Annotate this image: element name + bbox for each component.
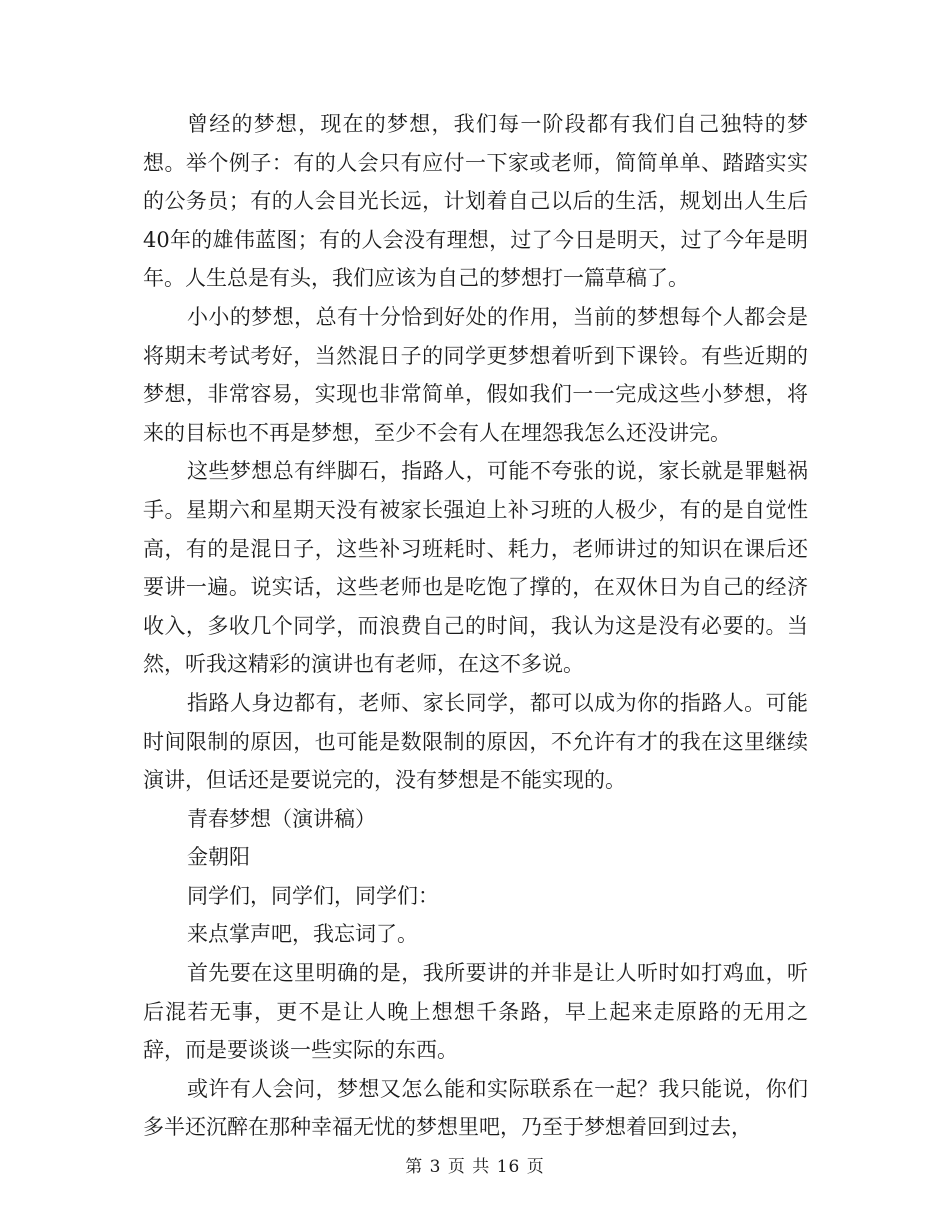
paragraph-4: 指路人身边都有，老师、家长同学，都可以成为你的指路人。可能时间限制的原因，也可能是数限制的原因，不允许有才的我在这里继续演讲，但话还是要说完的，没有梦想是不能实现的。 <box>143 690 808 793</box>
paragraph-1: 曾经的梦想，现在的梦想，我们每一阶段都有我们自己独特的梦想。举个例子：有的人会只有应付一下家或老师，简简单单、踏踏实实的公务员；有的人会目光长远，计划着自己以后的生活，规划出人生后40年的雄伟蓝图；有的人会没有理想，过了今日是明天，过了今年是明年。人生总是有头，我们应该为自己的梦想打一篇草稿了。 <box>143 112 808 291</box>
body-text <box>143 105 808 1147</box>
paragraph-opening: 来点掌声吧，我忘词了。 <box>187 922 418 947</box>
footer-total-pages: 16 <box>496 1157 521 1177</box>
speech-title: 青春梦想（演讲稿） <box>187 806 376 831</box>
paragraph-5: 首先要在这里明确的是，我所要讲的并非是让人听时如打鸡血，听后混若无事，更不是让人晚上想想千条路，早上起来走原路的无用之辞，而是要谈谈一些实际的东西。 <box>143 961 808 1063</box>
footer-page-number: 3 <box>429 1157 442 1177</box>
paragraph-2: 小小的梦想，总有十分恰到好处的作用，当前的梦想每个人都会是将期末考试考好，当然混日子的同学更梦想着听到下课铃。有些近期的梦想，非常容易，实现也非常简单，假如我们一一完成这些小梦想，将来的目标也不再是梦想，至少不会有人在埋怨我怎么还没讲完。 <box>143 304 808 445</box>
page-footer <box>0 1152 950 1177</box>
speech-author: 金朝阳 <box>187 845 250 870</box>
footer-suffix: 页 <box>526 1157 545 1177</box>
footer-prefix: 第 <box>405 1157 424 1177</box>
paragraph-3: 这些梦想总有绊脚石，指路人，可能不夸张的说，家长就是罪魁祸手。星期六和星期天没有被家长强迫上补习班的人极少，有的是自觉性高，有的是混日子，这些补习班耗时、耗力，老师讲过的知识在课后还要讲一遍。说实话，这些老师也是吃饱了撑的，在双休日为自己的经济收入，多收几个同学，而浪费自己的时间，我认为这是没有必要的。当然，听我这精彩的演讲也有老师，在这不多说。 <box>143 459 808 677</box>
footer-middle: 页 共 <box>447 1157 491 1177</box>
paragraph-6: 或许有人会问，梦想又怎么能和实际联系在一起？我只能说，你们多半还沉醉在那种幸福无忧的梦想里吧，乃至于梦想着回到过去， <box>143 1076 808 1140</box>
salutation: 同学们，同学们，同学们： <box>187 883 439 908</box>
